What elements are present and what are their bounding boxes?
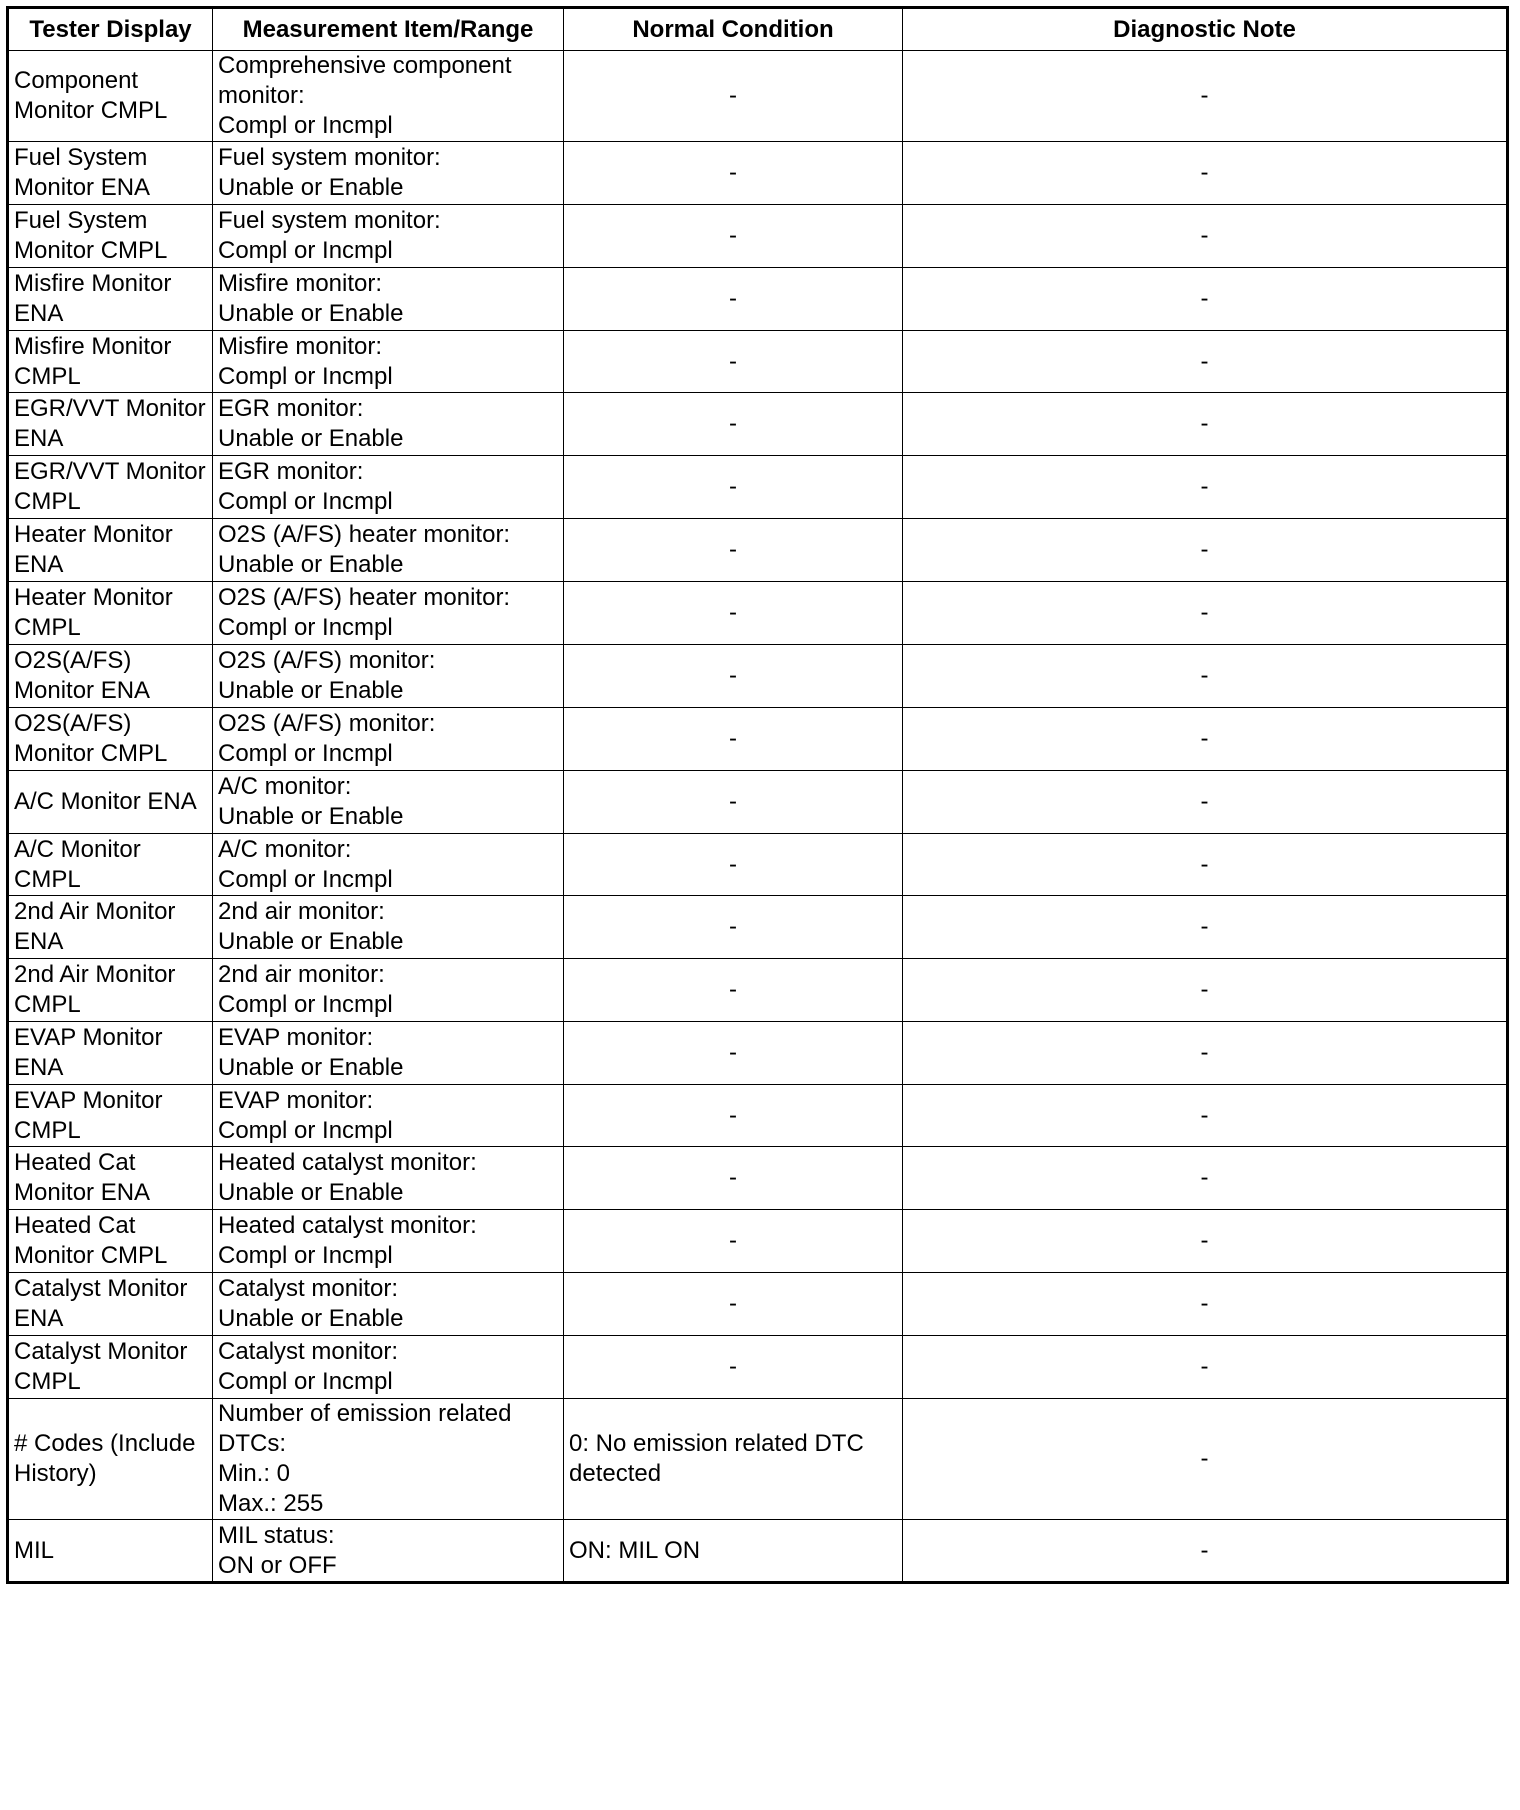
cell-normal-condition xyxy=(564,896,903,959)
cell-tester-display-text: Fuel System Monitor ENA xyxy=(14,144,151,201)
header-tester-display: Tester Display xyxy=(8,8,213,51)
cell-diagnostic-note-text: - xyxy=(1200,473,1209,500)
table-row xyxy=(8,959,1508,1022)
cell-normal-condition-text: ON: MIL ON xyxy=(569,1536,701,1564)
cell-tester-display-text: 2nd Air Monitor CMPL xyxy=(14,961,176,1018)
cell-measurement-item xyxy=(213,51,564,142)
cell-normal-condition xyxy=(564,959,903,1022)
cell-normal-condition-text: - xyxy=(729,347,737,375)
cell-measurement-item xyxy=(213,645,564,708)
cell-diagnostic-note-text: - xyxy=(1200,1353,1209,1380)
cell-measurement-item xyxy=(213,519,564,582)
cell-diagnostic-note-text: - xyxy=(1200,410,1209,437)
cell-measurement-item-text: MIL status: ON or OFF xyxy=(218,1521,337,1579)
cell-diagnostic-note-text: - xyxy=(1200,1536,1209,1564)
cell-measurement-item xyxy=(213,205,564,268)
cell-diagnostic-note xyxy=(903,1022,1508,1085)
cell-measurement-item-text: O2S (A/FS) heater monitor: Compl or Incmpl xyxy=(218,584,511,641)
cell-measurement-item xyxy=(213,268,564,331)
cell-diagnostic-note xyxy=(903,1210,1508,1273)
table-header-row xyxy=(8,8,1508,51)
table-row xyxy=(8,771,1508,834)
table-row xyxy=(8,1022,1508,1085)
cell-tester-display-text: Catalyst Monitor CMPL xyxy=(14,1338,188,1395)
cell-normal-condition xyxy=(564,142,903,205)
cell-tester-display xyxy=(8,205,213,268)
table-row xyxy=(8,582,1508,645)
cell-normal-condition-text: - xyxy=(729,473,737,500)
table-row xyxy=(8,1520,1508,1583)
cell-diagnostic-note-text: - xyxy=(1200,159,1209,186)
cell-diagnostic-note-text: - xyxy=(1200,347,1209,375)
cell-tester-display-text: Heated Cat Monitor CMPL xyxy=(14,1212,168,1269)
cell-measurement-item xyxy=(213,1085,564,1147)
cell-diagnostic-note xyxy=(903,456,1508,519)
cell-diagnostic-note xyxy=(903,771,1508,834)
cell-measurement-item xyxy=(213,1273,564,1336)
cell-measurement-item-text: 2nd air monitor: Unable or Enable xyxy=(218,898,404,955)
cell-measurement-item xyxy=(213,1520,564,1583)
header-normal-condition: Normal Condition xyxy=(564,8,903,51)
header-measurement-item: Measurement Item/Range xyxy=(213,8,564,51)
tester-data-table xyxy=(6,6,1509,1584)
cell-diagnostic-note-text: - xyxy=(1200,1290,1209,1317)
cell-diagnostic-note xyxy=(903,582,1508,645)
cell-tester-display xyxy=(8,142,213,205)
cell-diagnostic-note xyxy=(903,1147,1508,1210)
cell-tester-display-text: EVAP Monitor CMPL xyxy=(14,1086,163,1144)
cell-normal-condition xyxy=(564,771,903,834)
table-row xyxy=(8,896,1508,959)
cell-measurement-item xyxy=(213,771,564,834)
table-row xyxy=(8,1085,1508,1147)
cell-normal-condition xyxy=(564,1399,903,1520)
cell-normal-condition xyxy=(564,708,903,771)
cell-diagnostic-note xyxy=(903,834,1508,896)
cell-normal-condition-text: - xyxy=(729,285,737,312)
cell-tester-display xyxy=(8,1085,213,1147)
cell-tester-display-text: Misfire Monitor ENA xyxy=(14,270,172,327)
cell-normal-condition-text: - xyxy=(729,536,737,563)
cell-measurement-item-text: A/C monitor: Compl or Incmpl xyxy=(218,835,393,893)
cell-tester-display xyxy=(8,896,213,959)
cell-diagnostic-note-text: - xyxy=(1200,82,1209,109)
cell-diagnostic-note xyxy=(903,205,1508,268)
cell-diagnostic-note xyxy=(903,645,1508,708)
table-row xyxy=(8,331,1508,393)
cell-diagnostic-note xyxy=(903,1273,1508,1336)
cell-tester-display xyxy=(8,1273,213,1336)
cell-measurement-item-text: Fuel system monitor: Unable or Enable xyxy=(218,144,441,201)
cell-normal-condition-text: - xyxy=(729,850,737,878)
cell-normal-condition-text: 0: No emission related DTC detected xyxy=(569,1430,864,1487)
cell-measurement-item xyxy=(213,582,564,645)
cell-normal-condition xyxy=(564,1336,903,1399)
cell-tester-display-text: # Codes (Include History) xyxy=(14,1430,196,1487)
table-row xyxy=(8,1399,1508,1520)
cell-diagnostic-note xyxy=(903,51,1508,142)
table-row xyxy=(8,645,1508,708)
cell-tester-display xyxy=(8,331,213,393)
cell-tester-display xyxy=(8,582,213,645)
cell-tester-display-text: Misfire Monitor CMPL xyxy=(14,332,172,390)
cell-diagnostic-note-text: - xyxy=(1200,1227,1209,1254)
cell-measurement-item-text: 2nd air monitor: Compl or Incmpl xyxy=(218,961,393,1018)
cell-measurement-item-text: Heated catalyst monitor: Compl or Incmpl xyxy=(218,1212,477,1269)
table-row xyxy=(8,205,1508,268)
cell-measurement-item-text: Catalyst monitor: Unable or Enable xyxy=(218,1275,404,1332)
cell-normal-condition xyxy=(564,1210,903,1273)
cell-normal-condition-text: - xyxy=(729,410,737,437)
cell-tester-display-text: 2nd Air Monitor ENA xyxy=(14,898,176,955)
table-row xyxy=(8,1336,1508,1399)
table-body xyxy=(8,51,1508,1583)
cell-normal-condition xyxy=(564,519,903,582)
cell-normal-condition-text: - xyxy=(729,788,737,815)
cell-normal-condition-text: - xyxy=(729,599,737,626)
cell-measurement-item xyxy=(213,1336,564,1399)
cell-normal-condition xyxy=(564,268,903,331)
cell-measurement-item xyxy=(213,708,564,771)
cell-measurement-item-text: EGR monitor: Compl or Incmpl xyxy=(218,458,393,515)
cell-tester-display xyxy=(8,456,213,519)
cell-tester-display-text: Catalyst Monitor ENA xyxy=(14,1275,188,1332)
cell-tester-display-text: EGR/VVT Monitor ENA xyxy=(14,395,206,452)
cell-diagnostic-note xyxy=(903,393,1508,456)
cell-tester-display-text: MIL xyxy=(14,1536,55,1564)
cell-measurement-item xyxy=(213,393,564,456)
cell-normal-condition xyxy=(564,582,903,645)
cell-normal-condition xyxy=(564,51,903,142)
cell-diagnostic-note-text: - xyxy=(1200,1445,1209,1472)
cell-measurement-item-text: EGR monitor: Unable or Enable xyxy=(218,395,404,452)
cell-measurement-item xyxy=(213,959,564,1022)
cell-tester-display xyxy=(8,1210,213,1273)
cell-tester-display xyxy=(8,708,213,771)
cell-tester-display xyxy=(8,1520,213,1583)
cell-diagnostic-note xyxy=(903,959,1508,1022)
cell-normal-condition-text: - xyxy=(729,725,737,752)
cell-measurement-item-text: A/C monitor: Unable or Enable xyxy=(218,773,404,830)
table-row xyxy=(8,1147,1508,1210)
cell-measurement-item-text: EVAP monitor: Compl or Incmpl xyxy=(218,1086,393,1144)
cell-diagnostic-note-text: - xyxy=(1200,1164,1209,1191)
cell-tester-display xyxy=(8,1147,213,1210)
cell-tester-display xyxy=(8,959,213,1022)
cell-diagnostic-note-text: - xyxy=(1200,976,1209,1003)
cell-diagnostic-note xyxy=(903,268,1508,331)
cell-diagnostic-note xyxy=(903,708,1508,771)
cell-measurement-item-text: Misfire monitor: Compl or Incmpl xyxy=(218,332,393,390)
table-row xyxy=(8,1210,1508,1273)
cell-tester-display-text: Heater Monitor ENA xyxy=(14,521,173,578)
cell-measurement-item-text: Fuel system monitor: Compl or Incmpl xyxy=(218,207,441,264)
cell-normal-condition xyxy=(564,1022,903,1085)
cell-measurement-item-text: O2S (A/FS) heater monitor: Unable or Enable xyxy=(218,521,511,578)
cell-normal-condition-text: - xyxy=(729,913,737,940)
cell-tester-display xyxy=(8,51,213,142)
cell-diagnostic-note-text: - xyxy=(1200,850,1209,878)
cell-tester-display-text: EVAP Monitor ENA xyxy=(14,1024,163,1081)
cell-diagnostic-note-text: - xyxy=(1200,725,1209,752)
cell-measurement-item xyxy=(213,1210,564,1273)
cell-measurement-item xyxy=(213,142,564,205)
cell-tester-display xyxy=(8,1336,213,1399)
cell-normal-condition-text: - xyxy=(729,159,737,186)
cell-diagnostic-note-text: - xyxy=(1200,788,1209,815)
cell-normal-condition xyxy=(564,834,903,896)
cell-normal-condition-text: - xyxy=(729,1164,737,1191)
cell-tester-display xyxy=(8,834,213,896)
cell-diagnostic-note xyxy=(903,519,1508,582)
cell-normal-condition-text: - xyxy=(729,1101,737,1129)
cell-tester-display xyxy=(8,268,213,331)
cell-normal-condition-text: - xyxy=(729,976,737,1003)
cell-diagnostic-note xyxy=(903,142,1508,205)
cell-tester-display xyxy=(8,645,213,708)
cell-normal-condition xyxy=(564,1273,903,1336)
cell-diagnostic-note-text: - xyxy=(1200,599,1209,626)
cell-tester-display-text: Heated Cat Monitor ENA xyxy=(14,1149,151,1206)
cell-diagnostic-note-text: - xyxy=(1200,222,1209,249)
cell-measurement-item-text: Catalyst monitor: Compl or Incmpl xyxy=(218,1338,399,1395)
cell-measurement-item-text: Misfire monitor: Unable or Enable xyxy=(218,270,404,327)
cell-normal-condition xyxy=(564,1147,903,1210)
cell-tester-display xyxy=(8,771,213,834)
cell-tester-display-text: O2S(A/FS) Monitor CMPL xyxy=(14,710,168,767)
cell-measurement-item xyxy=(213,1399,564,1520)
cell-diagnostic-note-text: - xyxy=(1200,1101,1209,1129)
cell-normal-condition-text: - xyxy=(729,1353,737,1380)
cell-diagnostic-note xyxy=(903,1336,1508,1399)
cell-tester-display-text: A/C Monitor CMPL xyxy=(14,835,141,893)
cell-diagnostic-note xyxy=(903,1399,1508,1520)
table-row xyxy=(8,708,1508,771)
header-diagnostic-note: Diagnostic Note xyxy=(903,8,1508,51)
cell-diagnostic-note xyxy=(903,1085,1508,1147)
cell-normal-condition-text: - xyxy=(729,662,737,689)
cell-normal-condition xyxy=(564,331,903,393)
cell-normal-condition-text: - xyxy=(729,82,737,109)
cell-measurement-item-text: Comprehensive component monitor: Compl or Incmpl xyxy=(218,52,512,139)
cell-measurement-item-text: EVAP monitor: Unable or Enable xyxy=(218,1024,404,1081)
cell-measurement-item-text: Heated catalyst monitor: Unable or Enable xyxy=(218,1149,477,1206)
cell-measurement-item xyxy=(213,896,564,959)
cell-normal-condition-text: - xyxy=(729,1227,737,1254)
cell-tester-display-text: EGR/VVT Monitor CMPL xyxy=(14,458,206,515)
cell-tester-display-text: Heater Monitor CMPL xyxy=(14,584,173,641)
cell-diagnostic-note xyxy=(903,896,1508,959)
cell-measurement-item xyxy=(213,331,564,393)
cell-normal-condition xyxy=(564,456,903,519)
cell-tester-display-text: Component Monitor CMPL xyxy=(14,67,168,124)
cell-measurement-item xyxy=(213,1147,564,1210)
cell-diagnostic-note xyxy=(903,331,1508,393)
cell-measurement-item-text: Number of emission related DTCs: Min.: 0 Max.: 255 xyxy=(218,1400,512,1517)
cell-normal-condition-text: - xyxy=(729,1290,737,1317)
cell-tester-display-text: A/C Monitor ENA xyxy=(14,788,197,815)
cell-normal-condition xyxy=(564,1520,903,1583)
table-row xyxy=(8,456,1508,519)
cell-diagnostic-note-text: - xyxy=(1200,662,1209,689)
table-row xyxy=(8,393,1508,456)
cell-tester-display xyxy=(8,393,213,456)
cell-tester-display-text: O2S(A/FS) Monitor ENA xyxy=(14,647,151,704)
cell-diagnostic-note-text: - xyxy=(1200,1039,1209,1066)
cell-normal-condition-text: - xyxy=(729,222,737,249)
table-row xyxy=(8,1273,1508,1336)
cell-measurement-item xyxy=(213,1022,564,1085)
cell-normal-condition xyxy=(564,1085,903,1147)
cell-diagnostic-note xyxy=(903,1520,1508,1583)
table-row xyxy=(8,51,1508,142)
cell-diagnostic-note-text: - xyxy=(1200,536,1209,563)
cell-tester-display xyxy=(8,519,213,582)
cell-normal-condition xyxy=(564,393,903,456)
cell-tester-display-text: Fuel System Monitor CMPL xyxy=(14,207,168,264)
cell-normal-condition-text: - xyxy=(729,1039,737,1066)
table-row xyxy=(8,268,1508,331)
cell-measurement-item xyxy=(213,456,564,519)
cell-normal-condition xyxy=(564,645,903,708)
cell-tester-display xyxy=(8,1399,213,1520)
diagnostic-data-sheet xyxy=(6,6,1509,1584)
cell-normal-condition xyxy=(564,205,903,268)
table-row xyxy=(8,834,1508,896)
cell-measurement-item xyxy=(213,834,564,896)
cell-tester-display xyxy=(8,1022,213,1085)
cell-diagnostic-note-text: - xyxy=(1200,285,1209,312)
table-row xyxy=(8,142,1508,205)
cell-diagnostic-note-text: - xyxy=(1200,913,1209,940)
table-row xyxy=(8,519,1508,582)
cell-measurement-item-text: O2S (A/FS) monitor: Unable or Enable xyxy=(218,647,436,704)
cell-measurement-item-text: O2S (A/FS) monitor: Compl or Incmpl xyxy=(218,710,436,767)
